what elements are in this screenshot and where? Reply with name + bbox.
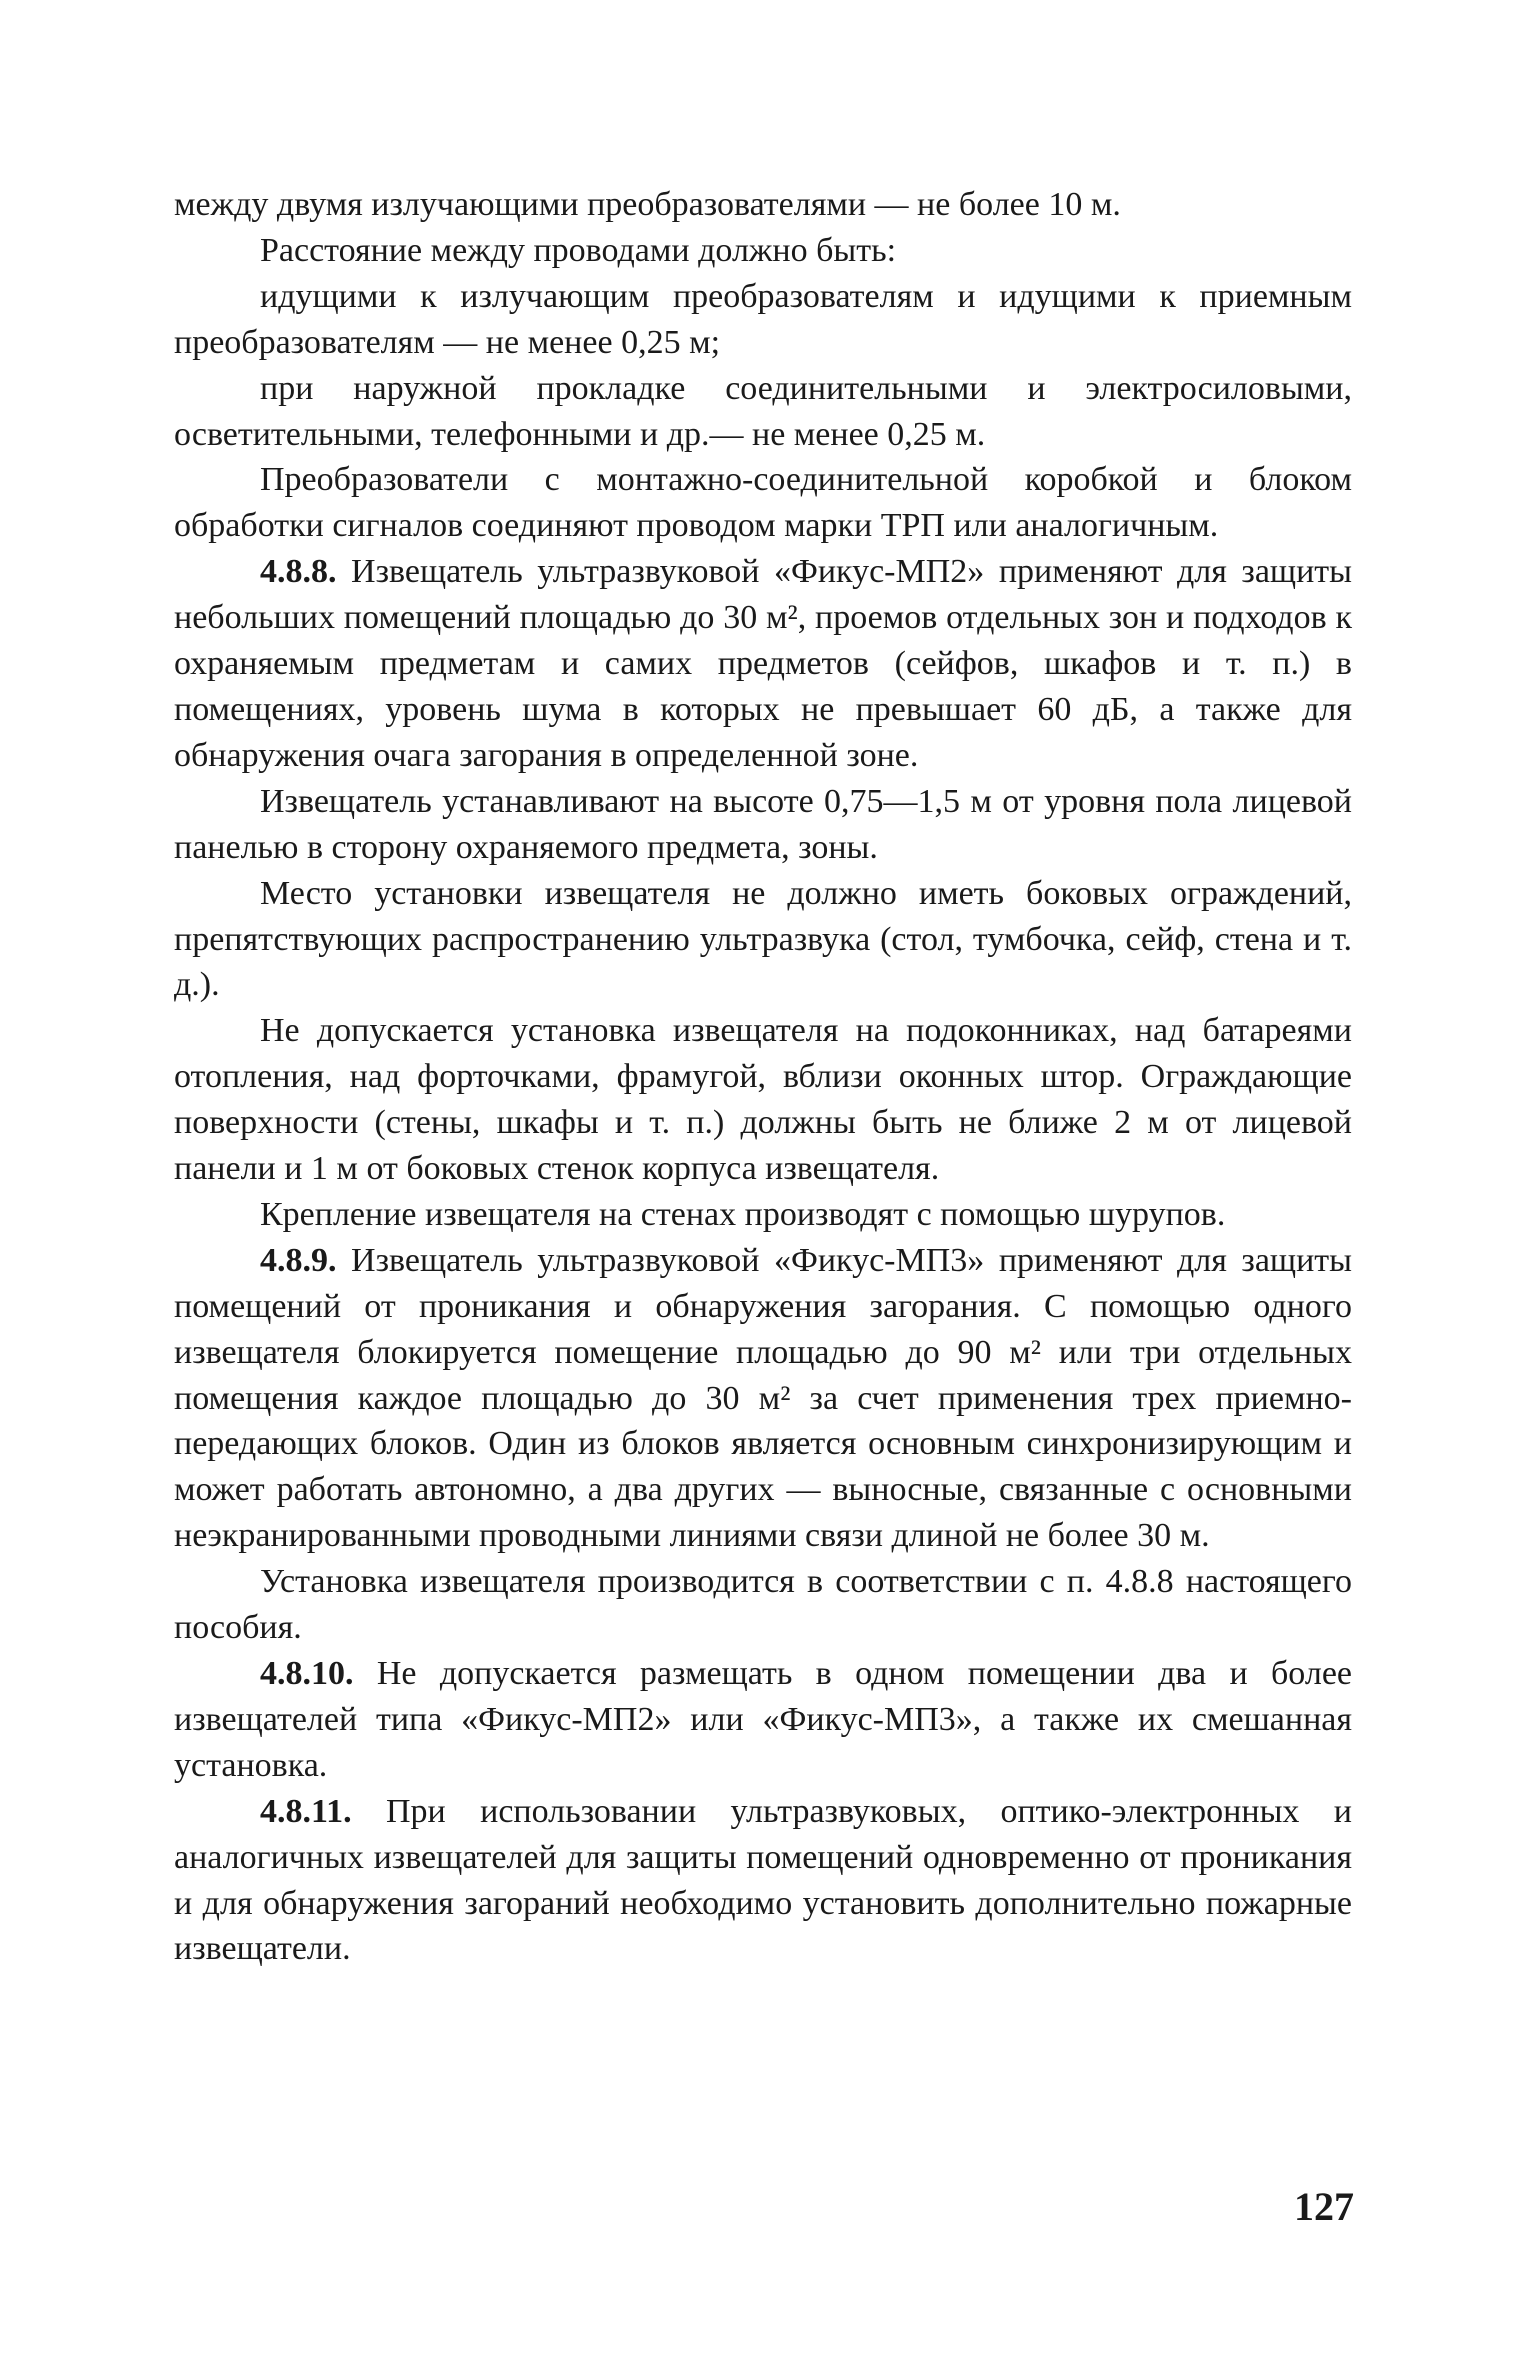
clause-number: 4.8.8. (260, 553, 337, 591)
page-number: 127 (1294, 2184, 1354, 2229)
paragraph (174, 366, 1352, 458)
paragraph-text: Место установки извещателя не должно иметь боковых ограждений, препятствующих распространению ультразвука (стол, тумбочка, сейф, стена и т. д.). (174, 874, 1352, 1004)
paragraph (174, 457, 1352, 549)
paragraph (174, 228, 1352, 274)
paragraph-text: Не допускается установка извещателя на подоконниках, над батареями отопления, над форточками, фрамугой, вблизи оконных штор. Ограждающие поверхности (стены, шкафы и т. п.) должны быть не ближе 2 м от лицевой панели и 1 м от боковых стенок корпуса извещателя. (174, 1012, 1352, 1188)
paragraph-text: Установка извещателя производится в соответствии с п. 4.8.8 настоящего пособия. (174, 1563, 1352, 1647)
paragraph-text: Извещатель устанавливают на высоте 0,75—1,5 м от уровня пола лицевой панелью в сторону охраняемого предмета, зоны. (174, 782, 1352, 866)
clause-number: 4.8.11. (260, 1792, 352, 1830)
paragraph (174, 1192, 1352, 1238)
paragraph-text: Расстояние между проводами должно быть: (260, 231, 897, 269)
paragraph-text: при наружной прокладке соединительными и электросиловыми, осветительными, телефонными и др.— не менее 0,25 м. (174, 369, 1352, 453)
paragraph (174, 1008, 1352, 1192)
paragraph (174, 871, 1352, 1009)
paragraph-text: идущими к излучающим преобразователям и идущими к приемным преобразователям — не менее 0,25 м; (174, 277, 1352, 361)
paragraph-text: Извещатель ультразвуковой «Фикус-МП3» применяют для защиты помещений от проникания и обнаружения загорания. С помощью одного извещателя блокируется помещение площадью до 90 м² или три отдельных помещения каждое площадью до 30 м² за счет применения трех приемно-передающих блоков. Один из блоков является основным синхронизирующим и может работать автономно, а два других — выносные, связанные с основными неэкранированными проводными линиями связи длиной не более 30 м. (174, 1241, 1353, 1555)
paragraph-text: При использовании ультразвуковых, оптико-электронных и аналогичных извещателей для защиты помещений одновременно от проникания и для обнаружения загораний необходимо установить дополнительно пожарные извещатели. (174, 1792, 1352, 1968)
paragraph (174, 274, 1352, 366)
paragraph-text: Не допускается размещать в одном помещении два и более извещателей типа «Фикус-МП2» или «Фикус-МП3», а также их смешанная установка. (174, 1655, 1352, 1784)
paragraph (174, 1651, 1352, 1789)
paragraph (174, 182, 1352, 228)
clause-number: 4.8.9. (260, 1241, 337, 1279)
paragraph-text: Извещатель ультразвуковой «Фикус-МП2» применяют для защиты небольших помещений площадью до 30 м², проемов отдельных зон и подходов к охраняемым предметам и самих предметов (сейфов, шкафов и т. п.) в помещениях, уровень шума в которых не превышает 60 дБ, а также для обнаружения очага загорания в определенной зоне. (174, 553, 1353, 774)
paragraph-text: между двумя излучающими преобразователями — не более 10 м. (174, 186, 1121, 223)
paragraph (174, 1789, 1352, 1973)
clause-number: 4.8.10. (260, 1655, 354, 1692)
paragraph (174, 1238, 1352, 1559)
paragraph (174, 779, 1352, 871)
paragraph-text: Крепление извещателя на стенах производят с помощью шурупов. (260, 1195, 1226, 1233)
paragraph (174, 549, 1352, 779)
body-text (174, 182, 1352, 1972)
paragraph (174, 1559, 1352, 1651)
paragraph-text: Преобразователи с монтажно-соединительной коробкой и блоком обработки сигналов соединяют проводом марки ТРП или аналогичным. (174, 461, 1352, 545)
